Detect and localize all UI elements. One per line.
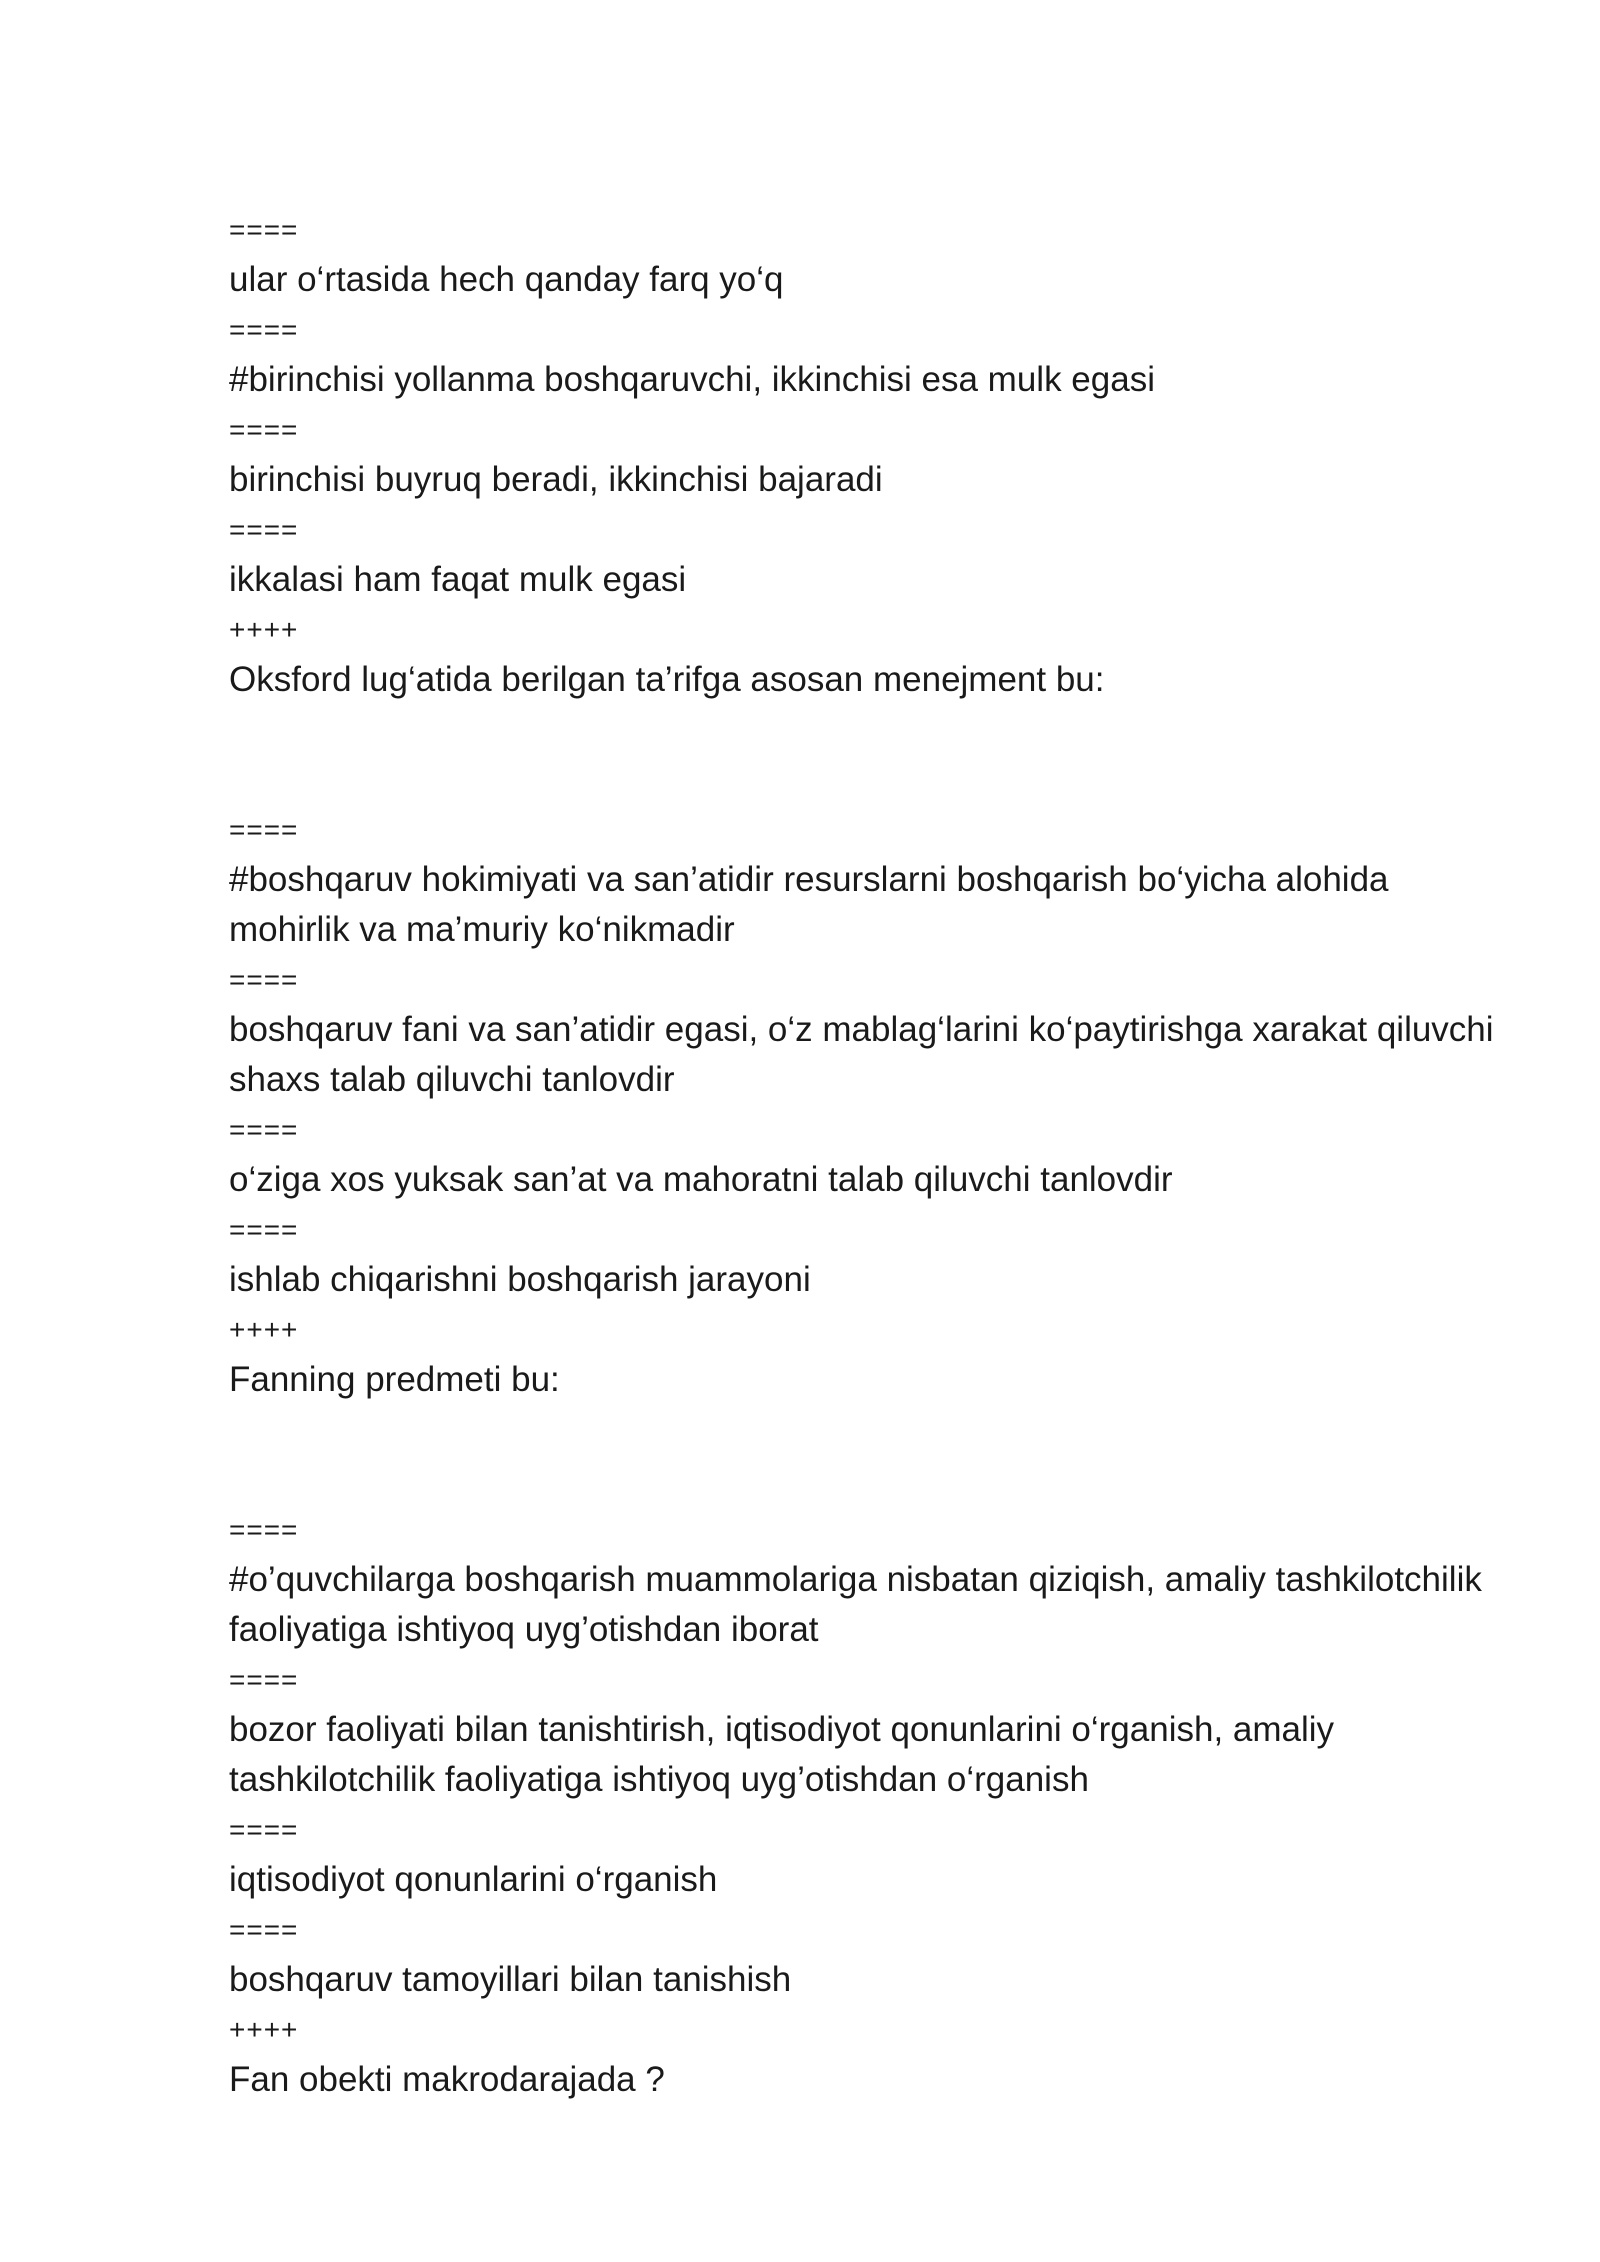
answer-option: birinchisi buyruq beradi, ikkinchisi bajaradi <box>229 460 883 499</box>
question-separator: ++++ <box>229 2014 299 2045</box>
separator: ==== <box>229 214 299 245</box>
answer-option: bozor faoliyati bilan tanishtirish, iqtisodiyot qonunlarini o‘rganish, amaliy tashkilotchilik faoliyatiga ishtiyoq uyg’otishdan o‘rganish <box>229 1710 1335 1799</box>
answer-option-correct: #boshqaruv hokimiyati va san’atidir resurslarni boshqarish bo‘yicha alohida mohirlik va ma’muriy ko‘nikmadir <box>229 860 1389 949</box>
question-separator: ++++ <box>229 614 299 645</box>
answer-option: ishlab chiqarishni boshqarish jarayoni <box>229 1260 811 1299</box>
answer-option: boshqaruv tamoyillari bilan tanishish <box>229 1960 792 1999</box>
answer-option: o‘ziga xos yuksak san’at va mahoratni talab qiluvchi tanlovdir <box>229 1160 1173 1199</box>
separator: ==== <box>229 1664 299 1695</box>
blank-space <box>229 705 1499 805</box>
separator: ==== <box>229 314 299 345</box>
answer-option-correct: #o’quvchilarga boshqarish muammolariga nisbatan qiziqish, amaliy tashkilotchilik faoliyatiga ishtiyoq uyg’otishdan iborat <box>229 1560 1482 1649</box>
answer-option: ikkalasi ham faqat mulk egasi <box>229 560 687 599</box>
separator: ==== <box>229 514 299 545</box>
separator: ==== <box>229 964 299 995</box>
answer-option: ular o‘rtasida hech qanday farq yo‘q <box>229 260 784 299</box>
question-text: Oksford lug‘atida berilgan ta’rifga asosan menejment bu: <box>229 660 1105 699</box>
separator: ==== <box>229 814 299 845</box>
question-separator: ++++ <box>229 1314 299 1345</box>
question-text: Fan obekti makrodarajada ? <box>229 2060 665 2099</box>
answer-option-correct: #birinchisi yollanma boshqaruvchi, ikkinchisi esa mulk egasi <box>229 360 1155 399</box>
separator: ==== <box>229 1514 299 1545</box>
separator: ==== <box>229 1114 299 1145</box>
blank-space <box>229 1405 1499 1505</box>
document-page <box>229 205 1499 2105</box>
question-text: Fanning predmeti bu: <box>229 1360 560 1399</box>
answer-option: iqtisodiyot qonunlarini o‘rganish <box>229 1860 718 1899</box>
separator: ==== <box>229 414 299 445</box>
answer-option: boshqaruv fani va san’atidir egasi, o‘z mablag‘larini ko‘paytirishga xarakat qiluvchi shaxs talab qiluvchi tanlovdir <box>229 1010 1494 1099</box>
separator: ==== <box>229 1214 299 1245</box>
separator: ==== <box>229 1914 299 1945</box>
separator: ==== <box>229 1814 299 1845</box>
